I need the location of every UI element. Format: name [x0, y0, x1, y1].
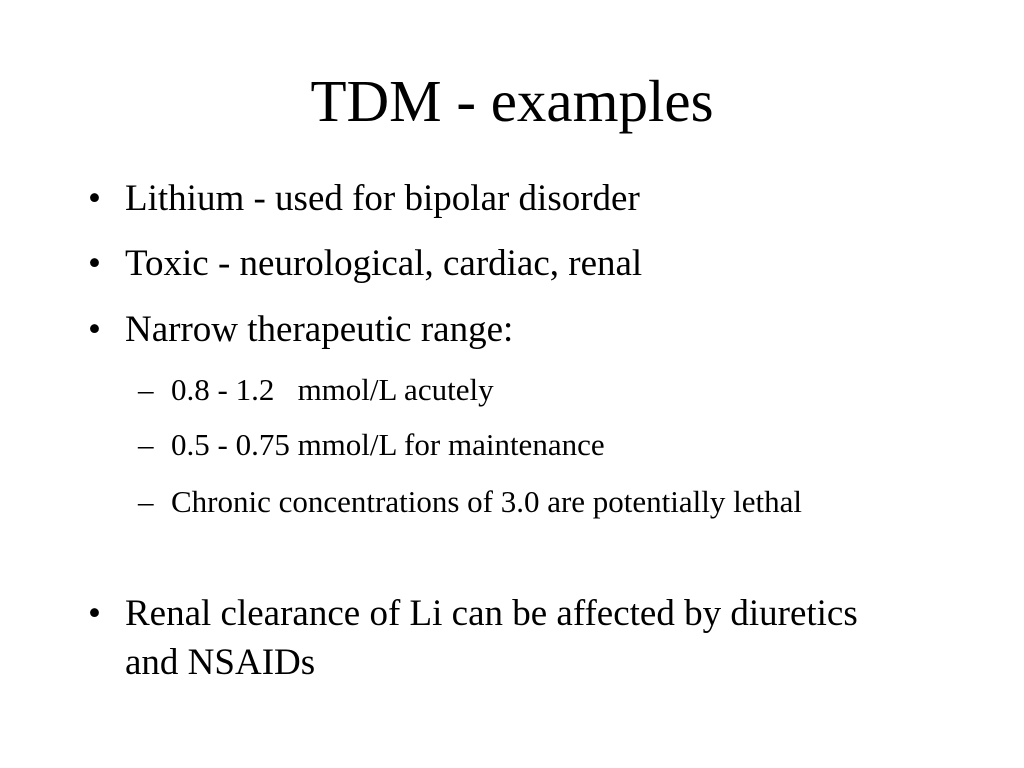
sub-bullet-text: 0.8 - 1.2 mmol/L acutely	[171, 372, 494, 407]
bullet-marker: •	[88, 309, 101, 350]
bullet-item-narrow-range	[88, 305, 908, 354]
sub-bullet-marker: –	[138, 372, 154, 407]
bullet-item-toxic	[88, 239, 908, 288]
sub-bullet-text: 0.5 - 0.75 mmol/L for maintenance	[171, 427, 605, 462]
sub-bullet-text: Chronic concentrations of 3.0 are potentially lethal	[171, 484, 802, 519]
bullet-marker: •	[88, 593, 101, 634]
sub-bullet-lethal-concentration	[138, 478, 908, 525]
sub-bullet-maintenance-range	[138, 421, 908, 468]
bullet-marker: •	[88, 243, 101, 284]
sub-bullet-marker: –	[138, 484, 154, 519]
bullet-item-lithium	[88, 174, 908, 223]
bullet-item-renal-clearance	[88, 589, 908, 687]
sub-bullet-marker: –	[138, 427, 154, 462]
bullet-text: Toxic - neurological, cardiac, renal	[125, 243, 643, 284]
bullet-text: Lithium - used for bipolar disorder	[125, 178, 640, 219]
sub-bullet-acute-range	[138, 366, 908, 413]
bullet-text: Renal clearance of Li can be affected by diuretics and NSAIDs	[125, 593, 858, 683]
slide-title: TDM - examples	[310, 68, 714, 134]
bullet-text: Narrow therapeutic range:	[125, 309, 514, 350]
bullet-marker: •	[88, 178, 101, 219]
